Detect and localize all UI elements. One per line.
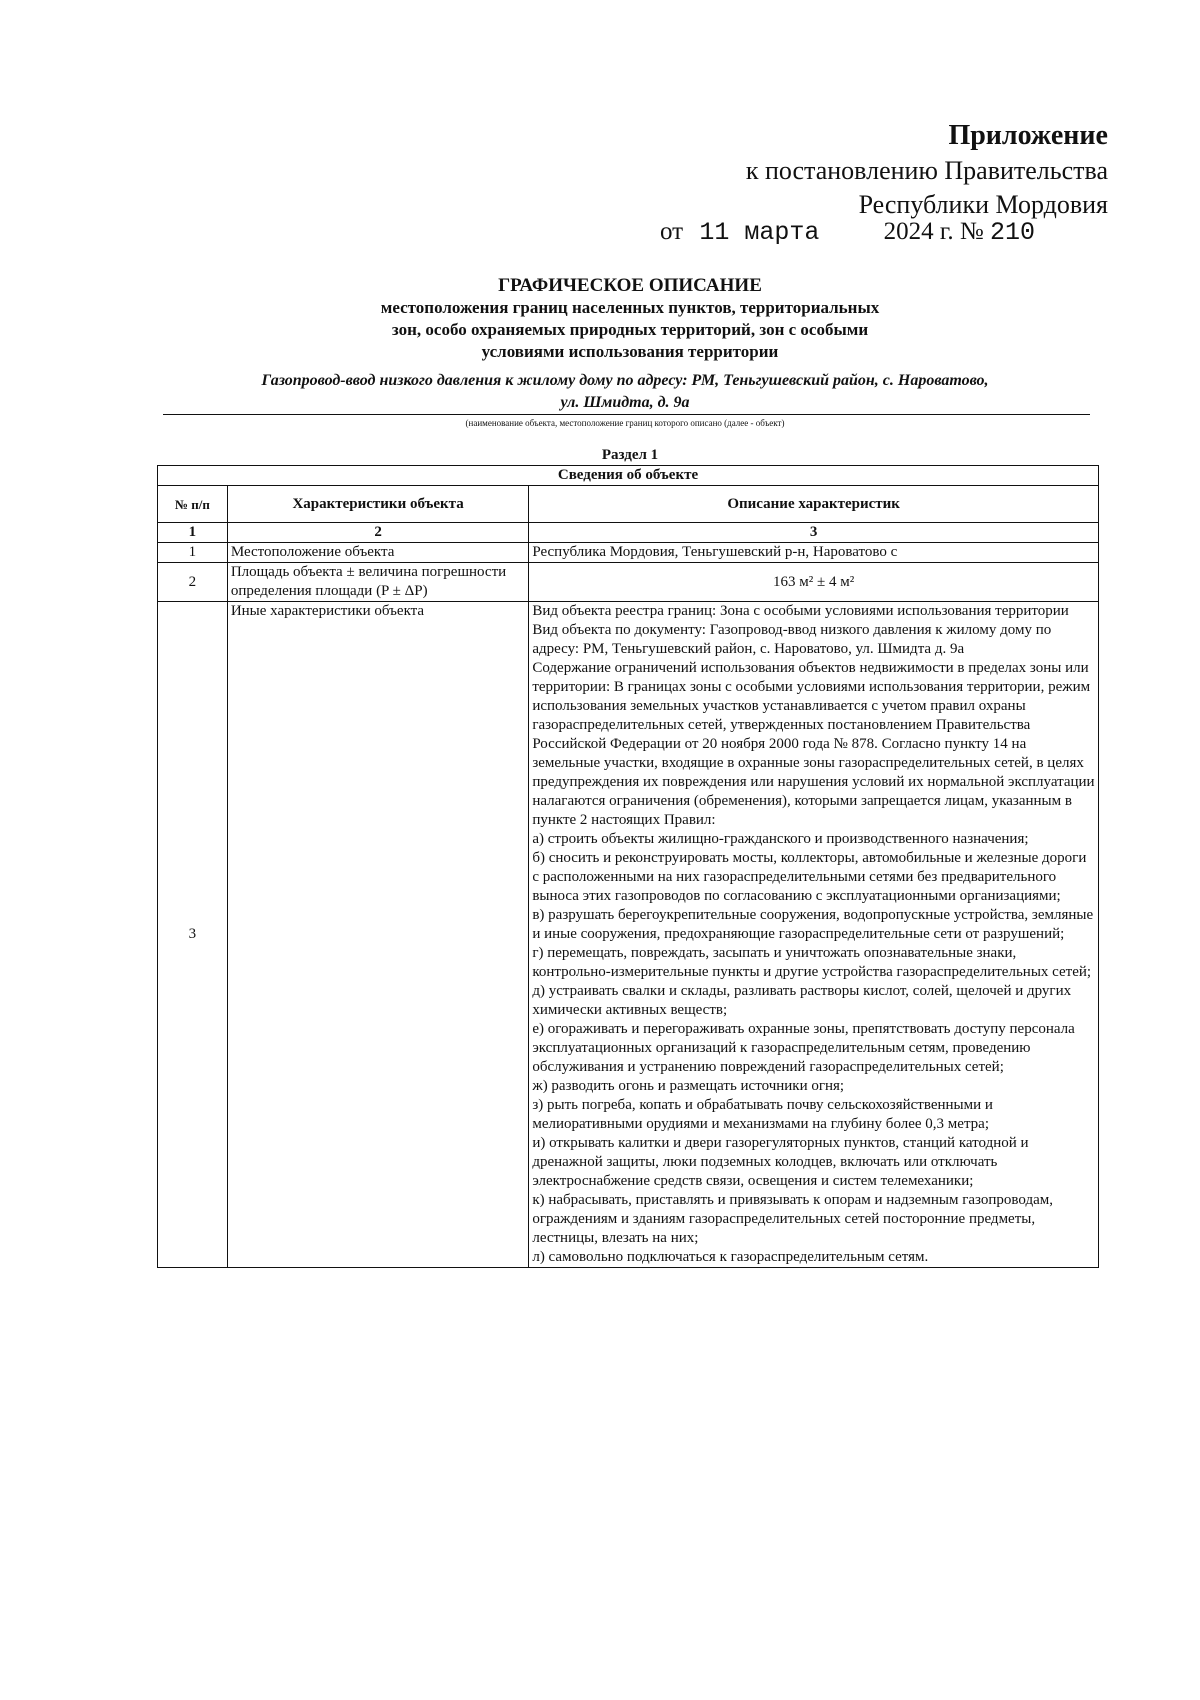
column-number: 2 [227,523,529,543]
row-characteristic: Иные характеристики объекта [227,602,529,1268]
table-row [158,563,1099,602]
table-title: Сведения об объекте [158,466,1099,486]
object-name [160,370,1090,414]
appendix-line-2: Республики Мордовия [858,190,1108,219]
table-title-row [158,466,1099,486]
row-characteristic: Площадь объекта ± величина погрешности определения площади (P ± ΔP) [227,563,529,602]
table-row [158,602,1099,1268]
decree-date: 11 марта [699,218,820,247]
appendix-line-1: к постановлению Правительства [745,156,1108,185]
appendix-block [746,118,1108,222]
restriction-item: е) огораживать и перегораживать охранные зоны, препятствовать доступу персонала эксплуатационных организаций к газораспределительным сетям, проведению обслуживания и устранению повреждений газораспределительных сетей; [532,1021,1075,1075]
object-name-line-2: ул. Шмидта, д. 9а [560,394,690,411]
table-row [158,543,1099,563]
restriction-item: л) самовольно подключаться к газораспределительным сетям. [532,1249,929,1265]
header-description: Описание характеристик [529,486,1099,523]
restriction-item: д) устраивать свалки и склады, разливать растворы кислот, солей, щелочей и других химически активных веществ; [532,983,1072,1018]
row-number: 1 [158,543,228,563]
column-number: 3 [529,523,1099,543]
object-name-line-1: Газопровод-ввод низкого давления к жилому дому по адресу: РМ, Теньгушевский район, с. Нароватово, [261,372,989,389]
description-paragraph: Содержание ограничений использования объектов недвижимости в пределах зоны или территории: В границах зоны с особыми условиями использования территории, режим использования земельных участков устанавливается с учетом правил охраны газораспределительных сетей, утвержденных постановлением Правительства Российской Федерации от 20 ноября 2000 года № 878. Согласно пункту 14 на земельные участки, входящие в охранные зоны газораспределительных сетей, в целях предупреждения их повреждения или нарушения условий их нормальной эксплуатации налагаются ограничения (обременения), которыми запрещается лицам, указанным в пункте 2 настоящих Правил: [532,660,1095,828]
row-description: Республика Мордовия, Теньгушевский р-н, Нароватово с [529,543,1099,563]
description-paragraph: Вид объекта по документу: Газопровод-ввод низкого давления к жилому дому по адресу: РМ, Теньгушевский район, с. Нароватово, ул. Шмидта д. 9а [532,622,1052,657]
document-subtitle-2: зон, особо охраняемых природных территорий, зон с особыми [391,320,869,339]
column-numbers-row [158,523,1099,543]
restriction-item: а) строить объекты жилищно-гражданского и производственного назначения; [532,831,1029,847]
restriction-item: з) рыть погреба, копать и обрабатывать почву сельскохозяйственными и мелиоративными орудиями и механизмами на глубину более 0,3 метра; [532,1097,993,1132]
row-description [529,602,1099,1268]
document-title: ГРАФИЧЕСКОЕ ОПИСАНИЕ [498,275,762,296]
header-characteristics: Характеристики объекта [227,486,529,523]
decree-year: 2024 г. № [883,218,984,245]
restriction-item: ж) разводить огонь и размещать источники огня; [532,1078,845,1094]
row-characteristic: Местоположение объекта [227,543,529,563]
decree-line [660,216,1035,249]
restriction-item: б) сносить и реконструировать мосты, коллекторы, автомобильные и железные дороги с расположенными на них газораспределительными сетями без предварительного выноса этих газопроводов по согласованию с эксплуатационными организациями; [532,850,1087,904]
description-paragraph: Вид объекта реестра границ: Зона с особыми условиями использования территории [532,603,1069,619]
document-subtitle-1: местоположения границ населенных пунктов, территориальных [380,298,880,317]
row-number: 3 [158,602,228,1268]
row-description: 163 м² ± 4 м² [529,563,1099,602]
row-number: 2 [158,563,228,602]
decree-number: 210 [989,218,1035,247]
restriction-item: и) открывать калитки и двери газорегуляторных пунктов, станций катодной и дренажной защиты, люки подземных колодцев, включать или отключать электроснабжение средств связи, освещения и систем телемеханики; [532,1135,1029,1189]
object-underline [163,414,1090,415]
restriction-item: г) перемещать, повреждать, засыпать и уничтожать опознавательные знаки, контрольно-измерительные пункты и другие устройства газораспределительных сетей; [532,945,1092,980]
document-heading [160,274,1100,363]
table-header-row [158,486,1099,523]
restriction-item: в) разрушать берегоукрепительные сооружения, водопропускные устройства, земляные и иные сооружения, предохраняющие газораспределительные сети от разрушений; [532,907,1094,942]
object-info-table [157,465,1099,1268]
header-number: № п/п [158,486,228,523]
column-number: 1 [158,523,228,543]
section-title: Раздел 1 [601,447,659,463]
restriction-item: к) набрасывать, приставлять и привязывать к опорам и надземным газопроводам, ограждениям и зданиям газораспределительных сетей посторонние предметы, лестницы, влезать на них; [532,1192,1053,1246]
object-note: (наименование объекта, местоположение границ которого описано (далее - объект) [465,418,785,428]
document-subtitle-3: условиями использования территории [481,342,779,361]
appendix-title: Приложение [948,120,1108,151]
decree-from: от [660,218,684,245]
